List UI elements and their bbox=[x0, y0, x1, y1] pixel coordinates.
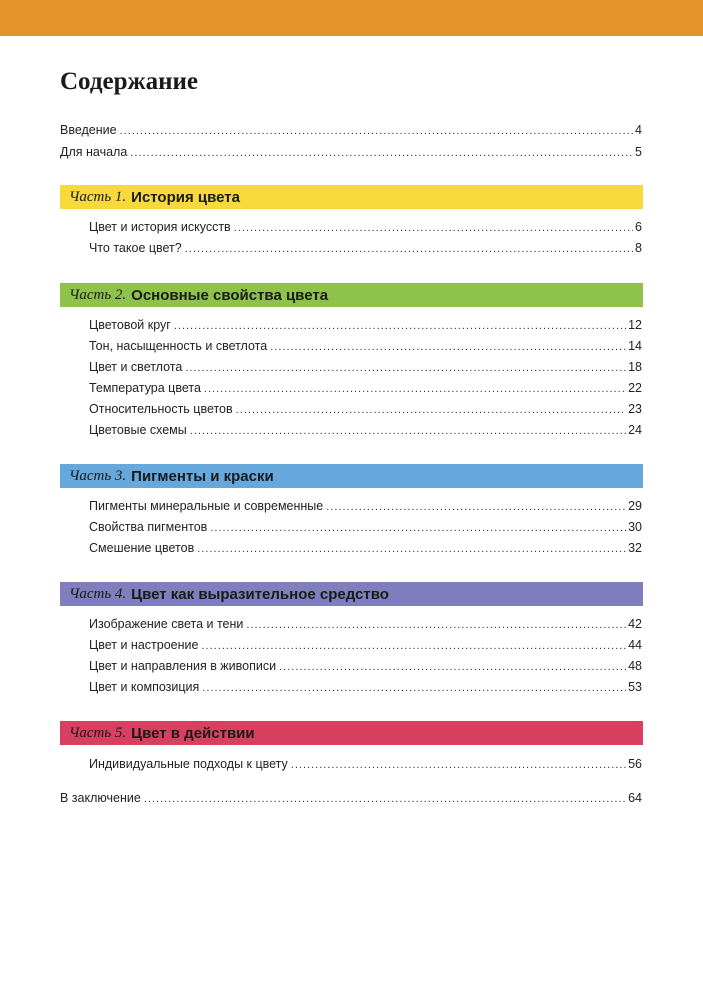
toc-entry-label: Изображение света и тени bbox=[89, 617, 244, 631]
dot-leader bbox=[197, 541, 626, 557]
toc-entry[interactable] bbox=[89, 380, 642, 397]
toc-entry-label: Температура цвета bbox=[89, 381, 201, 395]
toc-entry-page: 44 bbox=[628, 638, 642, 652]
toc-entry-conclusion[interactable] bbox=[60, 790, 642, 807]
part-number: Часть 1. bbox=[69, 188, 127, 205]
dot-leader bbox=[201, 638, 626, 654]
toc-entry-page: 30 bbox=[628, 520, 642, 534]
toc-entry-page: 56 bbox=[628, 757, 642, 771]
part-number: Часть 5. bbox=[69, 724, 127, 741]
toc-entry[interactable] bbox=[89, 519, 642, 536]
toc-entry-page: 53 bbox=[628, 680, 642, 694]
toc-entry-page: 29 bbox=[628, 499, 642, 513]
part-title: Основные свойства цвета bbox=[131, 286, 329, 304]
toc-entry-page: 4 bbox=[635, 123, 642, 137]
dot-leader bbox=[234, 220, 633, 236]
toc-entry[interactable] bbox=[89, 219, 642, 236]
toc-entry-page: 48 bbox=[628, 659, 642, 673]
toc-entry-page: 8 bbox=[635, 241, 642, 255]
top-accent-bar bbox=[0, 0, 703, 36]
dot-leader bbox=[246, 617, 626, 633]
dot-leader bbox=[120, 123, 633, 139]
dot-leader bbox=[130, 145, 633, 161]
part-title: Цвет в действии bbox=[131, 724, 255, 742]
toc-entry[interactable] bbox=[89, 359, 642, 376]
toc-entry-page: 22 bbox=[628, 381, 642, 395]
toc-entry[interactable] bbox=[89, 422, 642, 439]
toc-entry-label: Цвет и настроение bbox=[89, 638, 199, 652]
dot-leader bbox=[279, 659, 626, 675]
toc-entry-page: 6 bbox=[635, 220, 642, 234]
toc-entry-label: Цвет и направления в живописи bbox=[89, 659, 277, 673]
toc-entry-page: 32 bbox=[628, 541, 642, 555]
dot-leader bbox=[326, 499, 626, 515]
part-5-header[interactable] bbox=[60, 721, 643, 745]
toc-entry[interactable] bbox=[89, 658, 642, 675]
toc-entry-label: Цветовой круг bbox=[89, 318, 171, 332]
toc-entry-label: Тон, насыщенность и светлота bbox=[89, 339, 268, 353]
toc-entry-label: Смешение цветов bbox=[89, 541, 195, 555]
part-4-header[interactable] bbox=[60, 582, 643, 606]
part-title: История цвета bbox=[131, 188, 240, 206]
part-1-header[interactable] bbox=[60, 185, 643, 209]
toc-entry[interactable] bbox=[89, 317, 642, 334]
toc-entry-label: Что такое цвет? bbox=[89, 241, 182, 255]
toc-entry[interactable] bbox=[89, 616, 642, 633]
toc-entry-label: Относительность цветов bbox=[89, 402, 233, 416]
toc-entry-label: Цвет и композиция bbox=[89, 680, 200, 694]
toc-entry-label: Цвет и светлота bbox=[89, 360, 183, 374]
toc-entry-getting-started[interactable] bbox=[60, 144, 642, 161]
toc-entry-label: Пигменты минеральные и современные bbox=[89, 499, 324, 513]
toc-entry-label: Свойства пигментов bbox=[89, 520, 208, 534]
dot-leader bbox=[291, 757, 626, 773]
toc-entry-page: 5 bbox=[635, 145, 642, 159]
dot-leader bbox=[202, 680, 626, 696]
part-3-header[interactable] bbox=[60, 464, 643, 488]
toc-entry[interactable] bbox=[89, 756, 642, 773]
toc-entry[interactable] bbox=[89, 240, 642, 257]
dot-leader bbox=[185, 241, 633, 257]
toc-entry-page: 23 bbox=[628, 402, 642, 416]
dot-leader bbox=[204, 381, 626, 397]
part-title: Цвет как выразительное средство bbox=[131, 585, 389, 603]
toc-entry-page: 14 bbox=[628, 339, 642, 353]
toc-entry[interactable] bbox=[89, 679, 642, 696]
toc-entry-page: 12 bbox=[628, 318, 642, 332]
dot-leader bbox=[190, 423, 626, 439]
toc-entry-label: Индивидуальные подходы к цвету bbox=[89, 757, 288, 771]
part-number: Часть 4. bbox=[69, 585, 127, 602]
dot-leader bbox=[270, 339, 626, 355]
part-title: Пигменты и краски bbox=[131, 467, 274, 485]
toc-entry[interactable] bbox=[89, 637, 642, 654]
part-number: Часть 2. bbox=[69, 286, 127, 303]
page-title: Содержание bbox=[60, 68, 199, 95]
toc-entry[interactable] bbox=[89, 401, 642, 418]
toc-entry[interactable] bbox=[89, 540, 642, 557]
toc-entry-intro[interactable] bbox=[60, 122, 642, 139]
toc-entry[interactable] bbox=[89, 338, 642, 355]
toc-entry[interactable] bbox=[89, 498, 642, 515]
part-number: Часть 3. bbox=[69, 467, 127, 484]
part-2-header[interactable] bbox=[60, 283, 643, 307]
toc-entry-label: Цветовые схемы bbox=[89, 423, 187, 437]
toc-entry-label: Цвет и история искусств bbox=[89, 220, 231, 234]
toc-entry-label: Для начала bbox=[60, 145, 128, 159]
dot-leader bbox=[185, 360, 626, 376]
toc-entry-label: В заключение bbox=[60, 791, 141, 805]
toc-entry-page: 24 bbox=[628, 423, 642, 437]
dot-leader bbox=[174, 318, 626, 334]
toc-entry-page: 64 bbox=[628, 791, 642, 805]
toc-entry-page: 42 bbox=[628, 617, 642, 631]
toc-entry-label: Введение bbox=[60, 123, 117, 137]
dot-leader bbox=[210, 520, 626, 536]
dot-leader bbox=[236, 402, 626, 418]
dot-leader bbox=[144, 791, 626, 807]
toc-entry-page: 18 bbox=[628, 360, 642, 374]
